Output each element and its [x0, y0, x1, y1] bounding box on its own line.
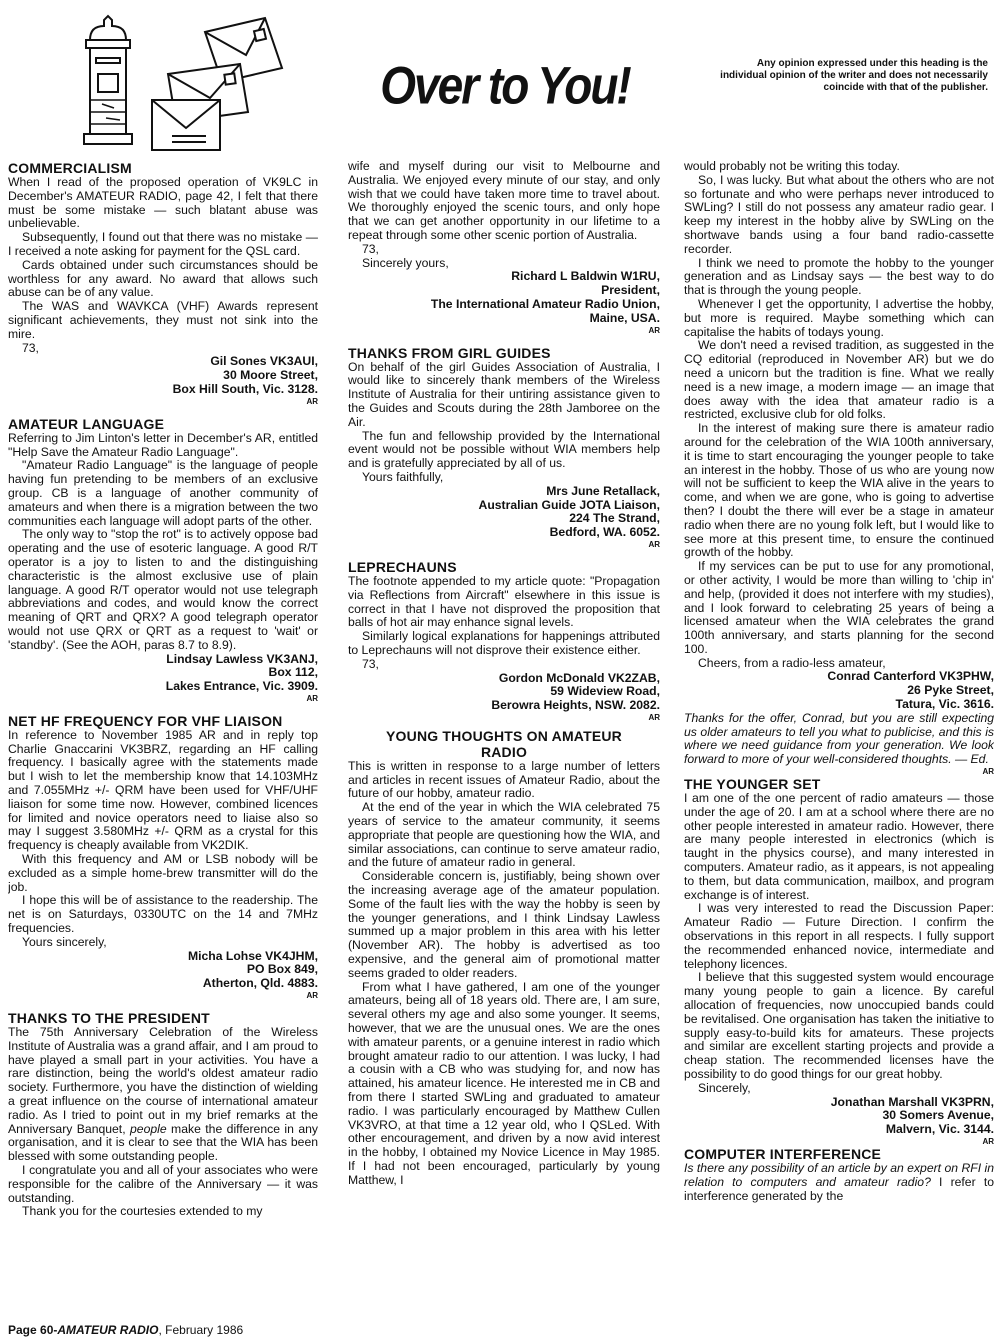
letter-paragraph: Similarly logical explanations for happenings attributed to Leprechauns will not disprove their existence either. [348, 629, 660, 657]
signature-line: Lindsay Lawless VK3ANJ, [166, 651, 318, 666]
letter-paragraph: The footnote appended to my article quote: "Propagation via Reflections from Aircraft" elsewhere in this issue is correct in that I have not disproved the proposition that balls of hot air may enhance signal levels. [348, 573, 660, 630]
mailbox-letters-illustration [60, 0, 360, 160]
letter-paragraph: With this frequency and AM or LSB nobody will be excluded as a simple home-brew transmitter will do the job. [8, 852, 318, 894]
letter-paragraph: Sincerely yours, [362, 255, 449, 270]
letter-paragraph: In reference to November 1985 AR and in reply top Charlie Gnaccarini VK3BRZ, regarding an HF calling frequency. I basically agree with the statements made but I wish to let the membership know that 14.103MHz and 7.055MHz +/- QRM have been used for VHF/UHF liaison for some time now. However, combined licences for limited and novice operators need to liaise also so may I suggest 3.580MHz +/- QRM as a crystal for this frequency is cheaply available from VK2DIK. [8, 727, 318, 853]
signature-line: Malvern, Vic. 3144. [885, 1122, 994, 1137]
letter-paragraph: Considerable concern is, justifiably, being shown over the increasing average age of the amateur population. Some of the fault lies with the way the hobby is seen by the younger generations, and I think Lindsay Lawless summed up a major problem in this area with his letter (November AR). The hobby is advertised as too expensive, and the general aim of promotional matter seems graded to older readers. [348, 869, 660, 980]
signature-line: Jonathan Marshall VK3PRN, [830, 1094, 994, 1109]
letter-paragraph: Cards obtained under such circumstances should be worthless for any award. No award that allows such abuse can be of any value. [8, 257, 318, 300]
letter-paragraph: So, I was lucky. But what about the others who are not so fortunate and who were perhaps never introduced to SWLing? I still do not possess any amateur radio gear. I keep my interest in the hobby alive by SWLing on the shortwave bands using a four band radio-cassette recorder. [684, 172, 994, 256]
letter-paragraph: would probably not be writing this today. [684, 160, 900, 173]
letter-paragraph: We don't need a revised tradition, as suggested in the CQ editorial (reproduced in November AR) but we do need a unicorn but the tradition is fine. What we really need is a new image, a modern image — an image that does away with the idea that amateur radio is a restricted, exclusive club for old folks. [684, 338, 994, 422]
editor-note: Thanks for the offer, Conrad, but you are still expecting us older amateurs to tell you what to publicise, and this is where we need guidance from your generation. We look forward to more of your well-considered thoughts. — Ed. [684, 710, 994, 767]
letter-paragraph: The 75th Anniversary Celebration of the Wireless Institute of Australia was a grand affair, and I am proud to have played a small part in your activities. You have a rare distinction, being the world's oldest amateur radio society. Furthermore, you have the distinction of wielding a great influence on the course of international amateur radio. As I tried to point out in my brief remarks at the Anniversary Banquet, people make the difference in any organisation, and it is clear to see that the WIA has been blessed with some outstanding people. [8, 1025, 318, 1164]
letter-paragraph: 73, [362, 656, 379, 671]
letter-heading: LEPRECHAUNS [348, 558, 457, 575]
letter-paragraph: Subsequently, I found out that there was no mistake — I received a note asking for payment for the QSL card. [8, 230, 318, 258]
letter-paragraph: wife and myself during our visit to Melbourne and Australia. We enjoyed every minute of our stay, and only wish that we could have taken more time to travel about. We thoroughly enjoyed the scenic tours, and only hope that we can get another opportunity in our lifetime to a repeat through some other scenic portion of Australia. [348, 160, 660, 242]
letter-paragraph: I hope this will be of assistance to the readership. The net is on Saturdays, 0330UTC on the 14 and 7MHz frequencies. [8, 893, 318, 936]
signature-line: Tatura, Vic. 3616. [895, 697, 994, 712]
letter-paragraph: Sincerely, [698, 1080, 751, 1095]
letter-heading: COMMERCIALISM [8, 160, 132, 176]
letter-paragraph: At the end of the year in which the WIA celebrated 75 years of service to the amateur community, it seems appropriate that people are questioning how the WIA, and similar associations, can continue to serve amateur radio, and the future of amateur radio in general. [348, 800, 660, 870]
signature-line: Richard L Baldwin W1RU, [511, 269, 660, 284]
ar-mark: AR [982, 1136, 994, 1146]
signature-line: President, [601, 283, 660, 298]
letter-heading: THANKS TO THE PRESIDENT [8, 1010, 210, 1027]
letter-paragraph: Referring to Jim Linton's letter in December's AR, entitled "Help Save the Amateur Radio Language". [8, 430, 318, 459]
issue-date: , February 1986 [158, 1323, 244, 1337]
disclaimer-note: Any opinion expressed under this heading is the individual opinion of the writer and does not necessarily coincide with that of the publisher. [720, 58, 988, 93]
signature-line: Atherton, Qld. 4883. [202, 976, 318, 991]
signature-line: 30 Somers Avenue, [882, 1108, 994, 1123]
letter-paragraph: The only way to "stop the rot" is to actively oppose bad operating and the use of esoteric language. A good R/T operator is a joy to listen to and the distinguishing characteristic is the almost exclusive use of plain language. A good R/T operator would not use telegraph abbreviations and codes, and would know the correct meaning of QRT and QRX? A good telegraph operator would not use QRX or QRT as a request to 'wait' or 'standby'. (See the AOH, paras 8.7 to 8.9). [8, 527, 318, 652]
letter-heading: YOUNG THOUGHTS ON AMATEUR RADIO [386, 727, 622, 760]
letter-heading: THANKS FROM GIRL GUIDES [348, 344, 551, 361]
signature-line: Box Hill South, Vic. 3128. [172, 381, 318, 396]
letters-columns [8, 160, 992, 1320]
letter-paragraph: The fun and fellowship provided by the International event would not be possible without WIA members help and is gratefully appreciated by all of us. [348, 428, 660, 471]
letter-paragraph: I congratulate you and all of your associates who were responsible for the calibre of the Anniversary — it was outstanding. [8, 1163, 318, 1205]
page-footer [8, 1323, 243, 1337]
letter-paragraph: Cheers, from a radio-less amateur, [698, 655, 886, 670]
letter-paragraph: 73, [362, 241, 379, 256]
letter-paragraph: This is written in response to a large number of letters and articles in recent issues of Amateur Radio, about the future of our hobby, amateur radio. [348, 758, 660, 801]
signature-line: Gordon McDonald VK2ZAB, [498, 670, 660, 685]
ar-mark: AR [306, 396, 318, 406]
letter-heading: COMPUTER INTERFERENCE [684, 1145, 882, 1162]
letter-paragraph: If my services can be put to use for any promotional, or other activity, I would be more than willing to 'chip in' and help, (provided it does not interfere with my studies), and I look forward to celebrating 25 years of being a licensed amateur when the WIA celebrates the grand 100th anniversary, and starts planning for the second 100. [684, 559, 994, 656]
letter-paragraph: When I read of the proposed operation of VK9LC in December's AMATEUR RADIO, page 42, I felt that there must be some mistake — such blatant abuse was unbelievable. [8, 175, 318, 231]
signature-line: 224 The Strand, [569, 511, 660, 526]
letter-paragraph: On behalf of the girl Guides Association of Australia, I would like to sincerely thank members of the Wireless Institute of Australia for their untiring assistance given to the Guides and Scouts during the 28th Jamboree on the Air. [348, 359, 660, 429]
column-1 [8, 160, 318, 1320]
letter-paragraph: From what I have gathered, I am one of the younger amateurs, being all of 18 years old. There are, I am sure, several others my age and also some younger. It seems, however, that we are the unusual ones. We are the ones with amateur parents, or a genuine interest in radio which brought amateur radio to our attention. I was lucky, I had a cousin with a CB who was studying for, and now has attained, his amateur licence. He interested me in CB and from there I started SWLing and graduated to amateur radio. I was particularly encouraged by Matthew Cullen VK3VRO, at that time a 12 year old, who I QSLed. With other encouragement, and driven by a now avid interest in the hobby, I obtained my Novice Licence in May 1985. If I had not been encouraged, particularly by young Matthew, I [348, 979, 660, 1187]
letter-paragraph: I am one of the one percent of radio amateurs — those under the age of 20. I am at a school where there are no other people interested in amateur radio. However, there are many people interested in electronics (which is taught in the physics course), and many interested in computers. Amateur radio, as it appears, is not appealing to them, but data communication, mailbox, and program exchange is of interest. [684, 791, 994, 902]
letter-paragraph: The WAS and WAVKCA (VHF) Awards represent significant achievements, they must not sink into the mire. [8, 299, 318, 341]
signature-line: Box 112, [268, 665, 318, 680]
letter-paragraph: Yours faithfully, [362, 469, 444, 484]
letter-heading: NET HF FREQUENCY FOR VHF LIAISON [8, 712, 283, 729]
section-title: Over to You! [380, 55, 630, 115]
column-2 [348, 160, 660, 1320]
signature-line: Maine, USA. [589, 310, 660, 325]
signature-line: The International Amateur Radio Union, [430, 296, 660, 311]
signature-line: Conrad Canterford VK3PHW, [827, 669, 994, 684]
signature-line: 30 Moore Street, [223, 368, 318, 383]
column-3 [684, 160, 994, 1320]
signature-line: Berowra Heights, NSW. 2082. [491, 698, 660, 713]
masthead [0, 0, 1000, 160]
ar-mark: AR [648, 539, 660, 549]
ar-mark: AR [306, 693, 318, 703]
signature-line: PO Box 849, [246, 962, 318, 977]
letter-heading: THE YOUNGER SET [684, 776, 821, 793]
ar-mark: AR [648, 712, 660, 722]
letter-paragraph: Is there any possibility of an article by an expert on RFI in relation to computers and amateur radio? I refer to interference generated by the [684, 1160, 994, 1203]
ar-mark: AR [982, 767, 994, 777]
ar-mark: AR [648, 325, 660, 335]
letter-paragraph: In the interest of making sure there is amateur radio around for the celebration of the WIA 100th anniversary, it is time to start encouraging the younger people to take an interest in the hobby. Those of us who are young now will not be sufficient to keep the WIA alive in the years to come, and when we are gone, who is going to advertise then? I doubt the there will ever be a stage in amateur radio when there are no young folk left, but I would like to see more at this present time, to ensure the continued growth of the hobby. [684, 421, 994, 560]
letter-paragraph: Yours sincerely, [22, 934, 107, 949]
page-number: Page 60- [8, 1323, 58, 1337]
signature-line: Australian Guide JOTA Liaison, [478, 497, 660, 512]
ar-mark: AR [306, 991, 318, 1001]
publication-name: AMATEUR RADIO [57, 1323, 159, 1337]
signature-line: 26 Pyke Street, [907, 683, 994, 698]
letter-paragraph: "Amateur Radio Language" is the language of people having fun pretending to be members of an exclusive group. CB is a language of another community of amateurs and when there is a migration between the two communities each language will adopt parts of the other. [8, 458, 318, 528]
signature-line: Gil Sones VK3AUI, [210, 354, 318, 369]
letter-paragraph: Thank you for the courtesies extended to my [22, 1204, 263, 1219]
signature-line: Lakes Entrance, Vic. 3909. [165, 679, 318, 694]
signature-line: Micha Lohse VK4JHM, [187, 948, 318, 963]
signature-line: 59 Wideview Road, [550, 684, 660, 699]
letter-paragraph: I believe that this suggested system would encourage many young people to gain a licence. By careful allocation of frequencies, now unoccupied bands could be revitalised. One organisation has taken the initiative to supply easy-to-build kits for amateurs. These projects and similar are excellent starting projects and provide a cheap station. The recommended licenses have the possibility to do good things for our great hobby. [684, 970, 994, 1081]
signature-line: Bedford, WA. 6052. [549, 525, 660, 540]
letter-paragraph: I think we need to promote the hobby to the younger generation and as Lindsay says — the best way to do that is through the young people. [684, 255, 994, 298]
letter-paragraph: Whenever I get the opportunity, I advertise the hobby, but more is required. Maybe something which can capitalise the habits of todays young. [684, 296, 994, 339]
letter-heading: AMATEUR LANGUAGE [8, 415, 165, 432]
signature-line: Mrs June Retallack, [546, 483, 660, 498]
letter-paragraph: 73, [22, 340, 39, 355]
letter-paragraph: I was very interested to read the Discussion Paper: Amateur Radio — Future Direction. I confirm the observations in this report in all respects. I fully support the recommended enhanced novice, intermediate and telephony licences. [684, 901, 994, 971]
